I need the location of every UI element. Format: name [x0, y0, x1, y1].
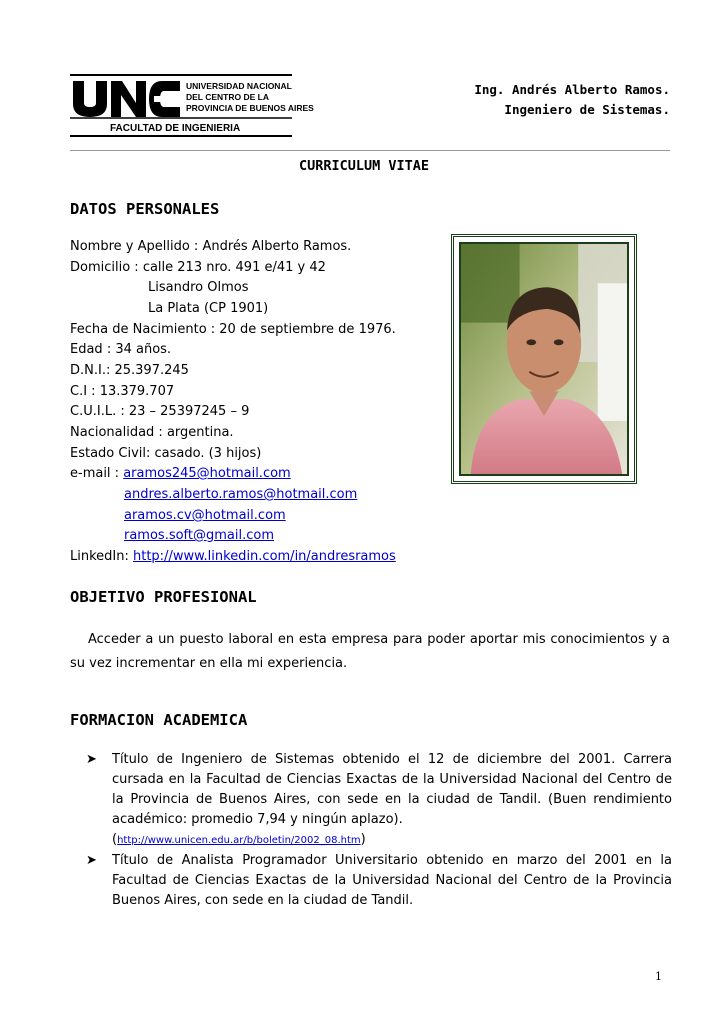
email-row-3 [124, 506, 286, 525]
personal-age: Edad : 34 años. [70, 342, 172, 357]
section-personal-heading: DATOS PERSONALES [70, 200, 220, 218]
personal-name: Nombre y Apellido : Andrés Alberto Ramos. [70, 239, 352, 254]
personal-cuil: C.U.I.L. : 23 – 25397245 – 9 [70, 404, 250, 419]
email-row-4 [124, 526, 274, 545]
education-list [84, 750, 672, 911]
header-divider [70, 150, 670, 151]
education-item-1-link-open: ( [112, 832, 118, 847]
header-block [474, 80, 670, 120]
email-row-2 [124, 485, 357, 504]
logo-line2: DEL CENTRO DE LA [186, 92, 269, 102]
email-label: e-mail : [70, 466, 124, 481]
education-item-1-link[interactable]: http://www.unicen.edu.ar/b/boletin/2002_08.htm [117, 835, 361, 846]
objective-text: Acceder a un puesto laboral en esta empresa para poder aportar mis conocimientos y a su vez incrementar en ella mi experiencia. [70, 632, 670, 671]
arrow-bullet-icon: ➤ [86, 853, 97, 868]
personal-ci: C.I : 13.379.707 [70, 384, 175, 399]
profile-photo-frame [451, 234, 637, 484]
personal-birth: Fecha de Nacimiento : 20 de septiembre de 1976. [70, 322, 396, 337]
education-item-1-text: Título de Ingeniero de Sistemas obtenido el 12 de diciembre del 2001. Carrera cursada en la Facultad de Ciencias Exactas de la Universidad Nacional del Centro de la Provincia de Buenos Aires, con sede en la ciudad de Tandil. (Buen rendimiento académico: promedio 7,94 y ningún aplazo). [112, 752, 672, 827]
email-link-3[interactable]: aramos.cv@hotmail.com [124, 508, 286, 523]
section-objective-heading: OBJETIVO PROFESIONAL [70, 588, 257, 606]
logo-line1: UNIVERSIDAD NACIONAL [186, 81, 292, 91]
email-link-1[interactable]: aramos245@hotmail.com [123, 466, 291, 481]
education-item-1-link-close: ) [360, 832, 366, 847]
header-role: Ingeniero de Sistemas. [504, 102, 670, 117]
linkedin-row [70, 547, 396, 566]
personal-nationality: Nacionalidad : argentina. [70, 425, 234, 440]
linkedin-link[interactable]: http://www.linkedin.com/in/andresramos [133, 549, 396, 564]
section-education-heading: FORMACION ACADEMICA [70, 711, 248, 729]
arrow-bullet-icon: ➤ [86, 752, 97, 767]
list-item [84, 851, 672, 911]
personal-dni: D.N.I.: 25.397.245 [70, 363, 189, 378]
personal-address-city: La Plata (CP 1901) [148, 301, 269, 316]
unc-logo-graphic [70, 74, 314, 138]
logo-faculty: FACULTAD DE INGENIERIA [110, 123, 241, 134]
personal-email-row [70, 464, 291, 483]
personal-address: Domicilio : calle 213 nro. 491 e/41 y 42 [70, 260, 326, 275]
email-link-4[interactable]: ramos.soft@gmail.com [124, 528, 275, 543]
document-title: CURRICULUM VITAE [298, 158, 430, 174]
list-item [84, 750, 672, 851]
header-name: Ing. Andrés Alberto Ramos. [474, 82, 670, 97]
email-link-2[interactable]: andres.alberto.ramos@hotmail.com [124, 487, 358, 502]
linkedin-label: LinkedIn: [70, 549, 133, 564]
logo-line3: PROVINCIA DE BUENOS AIRES [186, 103, 314, 113]
university-logo [70, 74, 314, 138]
personal-address-locality: Lisandro Olmos [148, 280, 249, 295]
education-item-2-text: Título de Analista Programador Universitario obtenido en marzo del 2001 en la Facultad de Ciencias Exactas de la Universidad Nacional del Centro de la Provincia Buenos Aires, con sede en la ciudad de Tandil. [112, 853, 672, 908]
profile-photo [459, 242, 629, 476]
personal-civil-status: Estado Civil: casado. (3 hijos) [70, 446, 262, 461]
profile-photo-graphic [461, 244, 627, 474]
page-number: 1 [655, 970, 662, 983]
